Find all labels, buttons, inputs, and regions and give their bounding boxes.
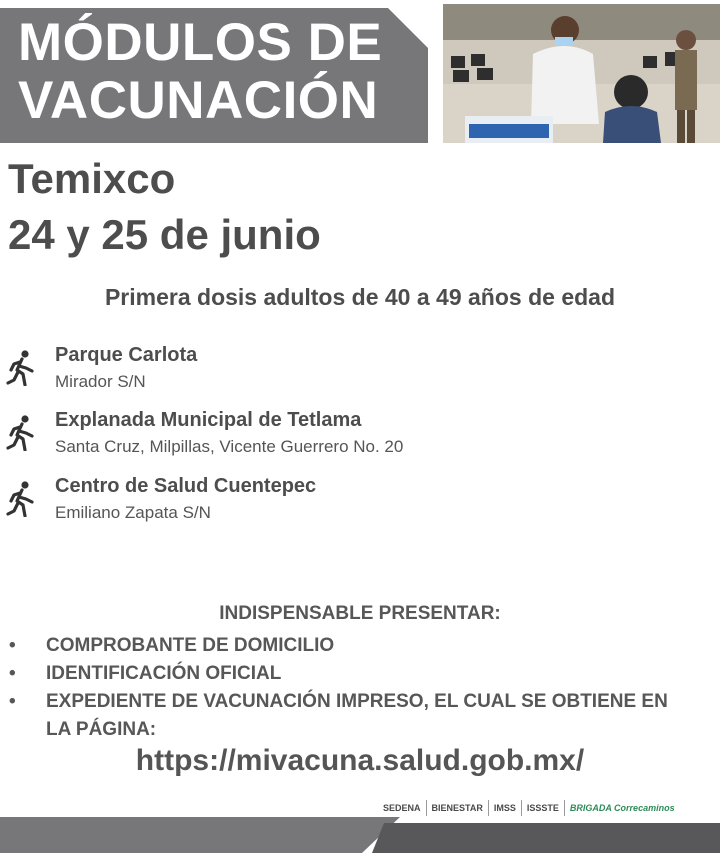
bullet-icon: • [9, 635, 16, 656]
logo-divider [564, 800, 565, 816]
footer-bar-left [0, 817, 400, 853]
requirement-item [0, 688, 720, 744]
location-name: Explanada Municipal de Tetlama [55, 409, 362, 431]
vaccination-photo [443, 4, 720, 143]
logo-divider [488, 800, 489, 816]
logo-divider [426, 800, 427, 816]
location-address: Mirador S/N [55, 372, 146, 391]
requirement-item [0, 660, 720, 688]
requirement-item [0, 632, 720, 660]
walking-person-icon [6, 481, 36, 517]
requirements-title: INDISPENSABLE PRESENTAR: [219, 603, 501, 624]
bullet-icon: • [9, 691, 16, 712]
issste-logo: ISSSTE [526, 803, 559, 813]
requirement-text: COMPROBANTE DE DOMICILIO [46, 635, 335, 656]
requirements-list [0, 632, 720, 744]
sedena-logo: SEDENA [383, 803, 421, 813]
requirement-text: IDENTIFICACIÓN OFICIAL [46, 663, 282, 684]
location-name: Centro de Salud Cuentepec [55, 475, 317, 497]
location-item [0, 409, 720, 465]
title-line-2: VACUNACIÓN [18, 71, 379, 130]
logo-divider [521, 800, 522, 816]
footer-bar-right [372, 823, 720, 853]
location-name: Parque Carlota [55, 344, 198, 366]
event-dates: 24 y 25 de junio [8, 211, 321, 258]
institution-logos [383, 793, 720, 823]
title-line-1: MÓDULOS DE [18, 13, 383, 72]
vaccination-url[interactable]: https://mivacuna.salud.gob.mx/ [135, 744, 585, 777]
requirement-text: EXPEDIENTE DE VACUNACIÓN IMPRESO, EL CUAL SE OBTIENE EN LA PÁGINA: [46, 691, 668, 740]
location-item [0, 344, 720, 400]
imss-logo: IMSS [493, 803, 516, 813]
bullet-icon: • [9, 663, 16, 684]
walking-person-icon [6, 350, 36, 386]
location-item [0, 475, 720, 531]
location-address: Emiliano Zapata S/N [55, 503, 211, 522]
location-address: Santa Cruz, Milpillas, Vicente Guerrero No. 20 [55, 437, 404, 456]
bienestar-logo: BIENESTAR [431, 803, 483, 813]
brigada-correcaminos-logo: BRIGADA Correcaminos [569, 803, 675, 813]
poster-title [18, 14, 418, 130]
dose-info: Primera dosis adultos de 40 a 49 años de edad [104, 284, 616, 310]
city-name: Temixco [8, 155, 176, 202]
walking-person-icon [6, 415, 36, 451]
